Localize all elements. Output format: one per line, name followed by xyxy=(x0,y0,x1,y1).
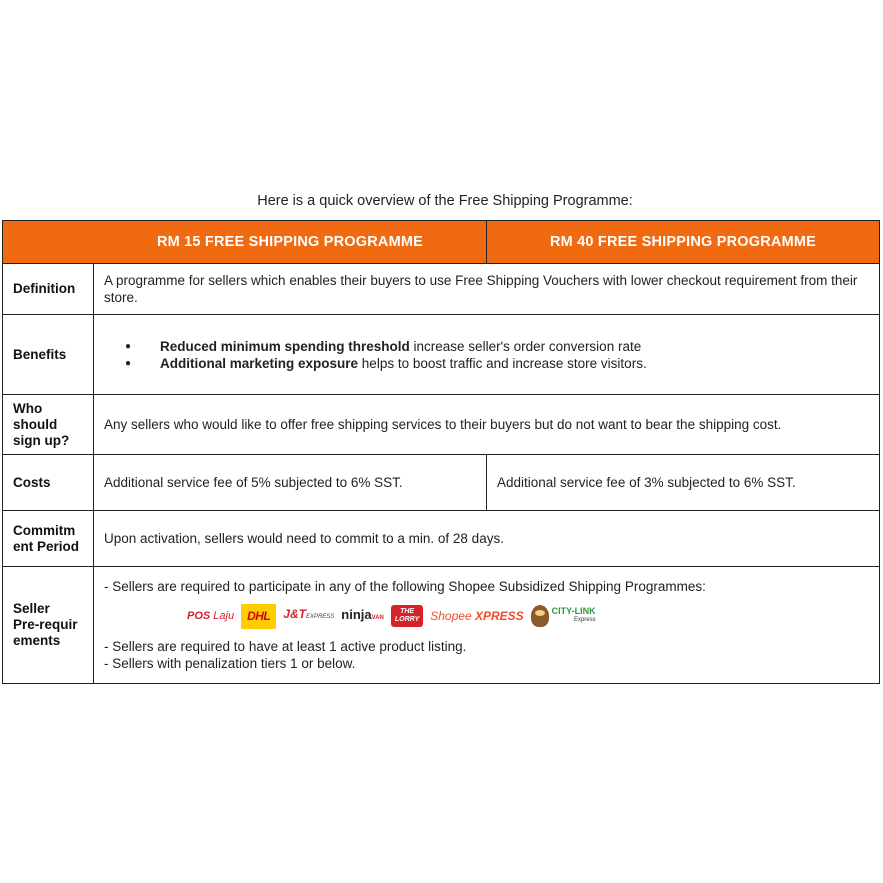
label-commitment: Commitm ent Period xyxy=(3,511,94,567)
list-item: ● Additional marketing exposure helps to boost traffic and increase store visitors. xyxy=(160,355,869,372)
header-rm40: RM 40 FREE SHIPPING PROGRAMME xyxy=(487,221,880,264)
label-who: Who should sign up? xyxy=(3,395,94,455)
prerequirements-cell xyxy=(94,567,880,684)
city-link-mascot-icon xyxy=(531,605,549,627)
label-prerequirements: Seller Pre-requir ements xyxy=(3,567,94,684)
row-benefits xyxy=(3,315,880,395)
cost-rm40: Additional service fee of 3% subjected to 6% SST. xyxy=(487,455,880,511)
row-definition xyxy=(3,264,880,315)
dhl-logo-icon: DHL xyxy=(241,604,276,629)
row-prerequirements xyxy=(3,567,880,684)
label-benefits: Benefits xyxy=(3,315,94,395)
ninja-van-logo-icon: ninjaVAN xyxy=(341,606,384,622)
intro-text: Here is a quick overview of the Free Shipping Programme: xyxy=(257,193,633,209)
programme-overview-table xyxy=(2,220,880,684)
row-who xyxy=(3,395,880,455)
header-row xyxy=(3,221,880,264)
cost-rm15: Additional service fee of 5% subjected to 6% SST. xyxy=(94,455,487,511)
prereq-line-1: - Sellers are required to participate in any of the following Shopee Subsidized Shipping Programmes: xyxy=(104,579,706,594)
benefits-cell xyxy=(94,315,880,395)
prereq-line-2: - Sellers are required to have at least 1 active product listing. xyxy=(104,639,467,654)
row-commitment xyxy=(3,511,880,567)
jt-express-logo-icon: J&TEXPRESS xyxy=(283,607,335,621)
definition-text: A programme for sellers which enables their buyers to use Free Shipping Vouchers with lower checkout requirement from their store. xyxy=(94,264,880,315)
commitment-text: Upon activation, sellers would need to commit to a min. of 28 days. xyxy=(94,511,880,567)
label-definition: Definition xyxy=(3,264,94,315)
prereq-line-3: - Sellers with penalization tiers 1 or below. xyxy=(104,656,356,671)
benefits-list xyxy=(104,338,869,372)
who-text: Any sellers who would like to offer free shipping services to their buyers but do not want to bear the shipping cost. xyxy=(94,395,880,455)
poslaju-logo-icon: POS Laju xyxy=(187,609,235,622)
courier-logos xyxy=(104,595,869,638)
label-costs: Costs xyxy=(3,455,94,511)
row-costs xyxy=(3,455,880,511)
header-rm15: RM 15 FREE SHIPPING PROGRAMME xyxy=(3,221,487,264)
shopee-xpress-logo-icon: Shopee XPRESS xyxy=(430,608,524,623)
city-link-logo-icon: CITY-LINK Express xyxy=(531,605,596,627)
list-item: ● Reduced minimum spending threshold increase seller's order conversion rate xyxy=(160,338,869,355)
the-lorry-logo-icon: THE LORRY xyxy=(391,605,423,627)
